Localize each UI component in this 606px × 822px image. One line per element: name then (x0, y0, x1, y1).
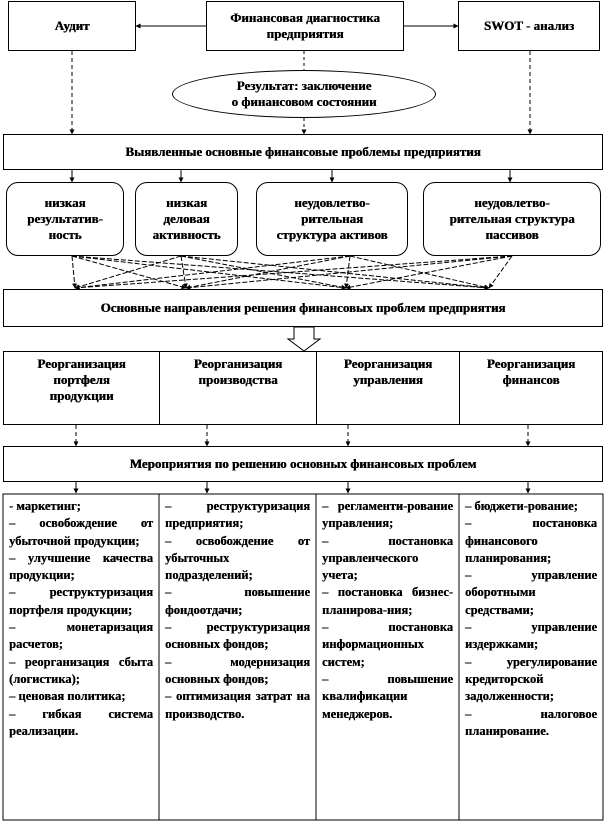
result-ellipse: Результат: заключение о финансовом состоянии (172, 70, 436, 118)
crossing-links (72, 256, 512, 288)
measures-finance: – бюджети-рование; – постановка финансового планирования; – управление оборотными средствами; – управление издержками; – урегулирование кредиторской задолженности; – налоговое планирование. (465, 499, 597, 738)
problem-asset-structure: неудовлетво- рительная структура активов (256, 182, 408, 256)
hollow-arrow (288, 327, 320, 351)
audit-box: Аудит (8, 1, 136, 51)
swot-box: SWOT - анализ (458, 1, 600, 51)
reorg-production: Реорганизация производства (159, 351, 317, 425)
measures-production: – реструктуризация предприятия; – освобождение от убыточных подразделений; – повышение фондоотдачи; – реструктуризация основных фондов; – модернизация основных фондов; – оптимизация затрат на производство. (165, 499, 310, 721)
reorg-finance: Реорганизация финансов (459, 351, 603, 425)
measures-management: – регламенти-рование управления; – постановка управленческого учета; – постановка бизнес-планирова-ния; – постановка информационных систем; – повышение квалификации менеджеров. (322, 499, 453, 721)
directions-header: Основные направления решения финансовых проблем предприятия (3, 289, 603, 327)
reorg-portfolio: Реорганизация портфеля продукции (3, 351, 160, 425)
problems-header: Выявленные основные финансовые проблемы предприятия (3, 134, 603, 170)
reorg-management: Реорганизация управления (316, 351, 460, 425)
measures-portfolio: - маркетинг; – освобождение от убыточной продукции; – улучшение качества продукции; – реструктуризация портфеля продукции; – монетаризация расчетов; – реорганизация сбыта (логистика); – ценовая политика; – гибкая система реализации. (9, 499, 153, 738)
problem-low-performance: низкая результатив- ность (6, 182, 124, 256)
measures-header: Мероприятия по решению основных финансовых проблем (3, 446, 603, 482)
diagnostics-box: Финансовая диагностика предприятия (206, 1, 404, 51)
problem-liability-structure: неудовлетво- рительная структура пассивов (423, 182, 601, 256)
problem-low-business-activity: низкая деловая активность (135, 182, 238, 256)
